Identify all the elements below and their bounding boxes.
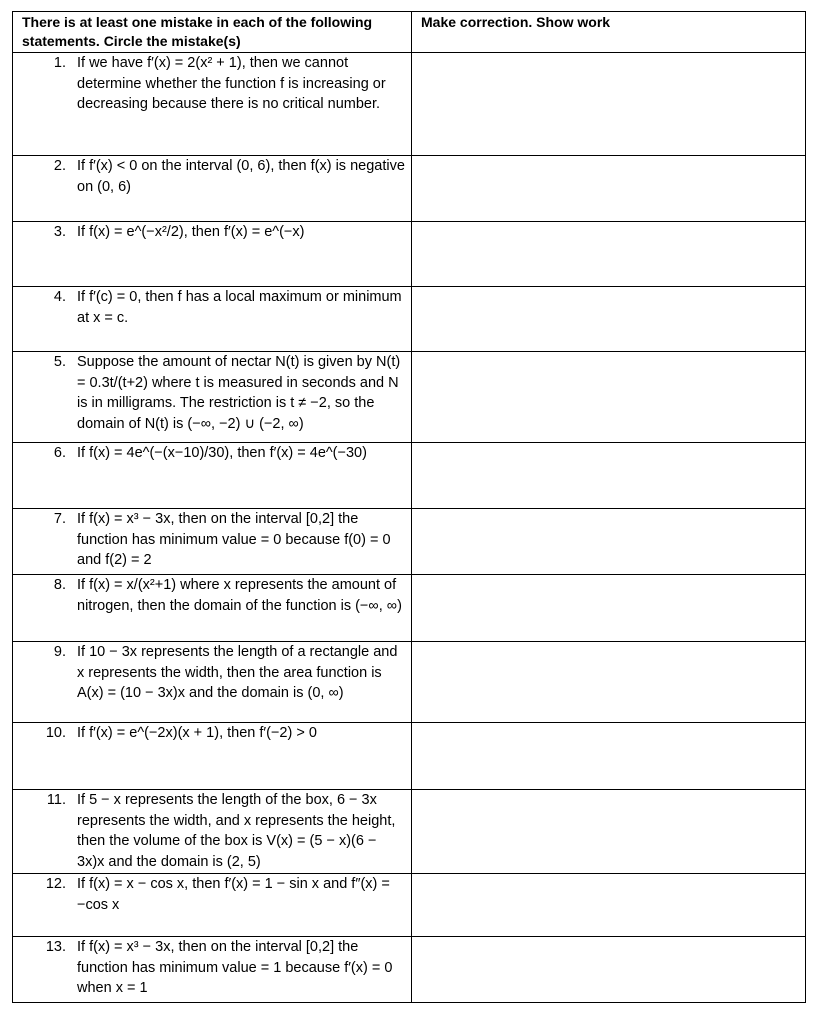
statement-number: 9. <box>53 644 66 660</box>
correction-cell[interactable] <box>412 156 806 222</box>
statement-number: 6. <box>53 445 66 461</box>
statement-number: 11. <box>46 792 66 808</box>
table-row <box>13 53 806 156</box>
correction-cell[interactable] <box>412 53 806 156</box>
statement-text: If f(x) = x³ − 3x, then on the interval [0,2] the function has minimum value = 0 because f(0) = 0 and f(2) = 2 <box>77 511 391 568</box>
statement-text: If 5 − x represents the length of the box, 6 − 3x represents the width, and x represents the height, then the volume of the box is V(x) = (5 − x)(6 − 3x)x and the domain is (2, 5) <box>77 792 396 870</box>
correction-cell[interactable] <box>412 443 806 509</box>
table-row <box>13 352 806 443</box>
statement-text: Suppose the amount of nectar N(t) is given by N(t) = 0.3t/(t+2) where t is measured in seconds and N is in milligrams. The restriction is t ≠ −2, so the domain of N(t) is (−∞, −2) ∪ (−2, ∞) <box>77 354 401 432</box>
statement-cell <box>13 642 412 723</box>
statement-cell <box>13 723 412 790</box>
table-row <box>13 509 806 575</box>
correction-cell[interactable] <box>412 723 806 790</box>
statement-text: If 10 − 3x represents the length of a rectangle and x represents the width, then the area function is A(x) = (10 − 3x)x and the domain is (0, ∞) <box>77 644 398 701</box>
statement-text: If f′(x) < 0 on the interval (0, 6), then f(x) is negative on (0, 6) <box>77 158 405 195</box>
statement-number: 10. <box>45 725 66 741</box>
table-row <box>13 642 806 723</box>
statement-cell <box>13 575 412 642</box>
statement-number: 1. <box>53 55 66 71</box>
statement-cell <box>13 509 412 575</box>
statement-cell <box>13 937 412 1003</box>
table-row <box>13 723 806 790</box>
statement-number: 7. <box>53 511 66 527</box>
statement-cell <box>13 352 412 443</box>
correction-cell[interactable] <box>412 642 806 723</box>
header-row <box>13 12 806 53</box>
statement-cell <box>13 874 412 937</box>
correction-cell[interactable] <box>412 790 806 874</box>
table-row <box>13 790 806 874</box>
statement-number: 13. <box>45 939 66 955</box>
correction-cell[interactable] <box>412 352 806 443</box>
table-row <box>13 937 806 1003</box>
header-corrections: Make correction. Show work <box>412 12 806 53</box>
statement-cell <box>13 790 412 874</box>
table-row <box>13 874 806 937</box>
correction-cell[interactable] <box>412 287 806 352</box>
header-instructions: There is at least one mistake in each of the following statements. Circle the mistake(s) <box>13 12 412 53</box>
statement-text: If f(x) = x/(x²+1) where x represents the amount of nitrogen, then the domain of the function is (−∞, ∞) <box>77 577 402 614</box>
table-row <box>13 575 806 642</box>
statement-text: If f(x) = x − cos x, then f′(x) = 1 − sin x and f″(x) = −cos x <box>77 876 390 913</box>
correction-cell[interactable] <box>412 509 806 575</box>
statement-cell <box>13 287 412 352</box>
statement-text: If f(x) = 4e^(−(x−10)/30), then f′(x) = 4e^(−30) <box>77 445 367 461</box>
statement-cell <box>13 156 412 222</box>
statement-text: If f′(c) = 0, then f has a local maximum or minimum at x = c. <box>77 289 402 326</box>
statement-number: 2. <box>53 158 66 174</box>
mistakes-worksheet-table <box>12 11 806 1003</box>
statement-number: 3. <box>53 224 66 240</box>
correction-cell[interactable] <box>412 874 806 937</box>
statement-text: If f(x) = x³ − 3x, then on the interval [0,2] the function has minimum value = 1 because f′(x) = 0 when x = 1 <box>77 939 393 996</box>
table-row <box>13 156 806 222</box>
correction-cell[interactable] <box>412 222 806 287</box>
statement-number: 5. <box>53 354 66 370</box>
table-row <box>13 222 806 287</box>
table-row <box>13 443 806 509</box>
statement-cell <box>13 53 412 156</box>
statement-cell <box>13 222 412 287</box>
statement-text: If we have f′(x) = 2(x² + 1), then we cannot determine whether the function f is increasing or decreasing because there is no critical number. <box>77 55 386 112</box>
statement-number: 4. <box>53 289 66 305</box>
statement-text: If f(x) = e^(−x²/2), then f′(x) = e^(−x) <box>77 224 305 240</box>
statement-number: 12. <box>45 876 66 892</box>
correction-cell[interactable] <box>412 575 806 642</box>
statement-cell <box>13 443 412 509</box>
statement-number: 8. <box>53 577 66 593</box>
table-row <box>13 287 806 352</box>
correction-cell[interactable] <box>412 937 806 1003</box>
statement-text: If f′(x) = e^(−2x)(x + 1), then f′(−2) > 0 <box>77 725 317 741</box>
